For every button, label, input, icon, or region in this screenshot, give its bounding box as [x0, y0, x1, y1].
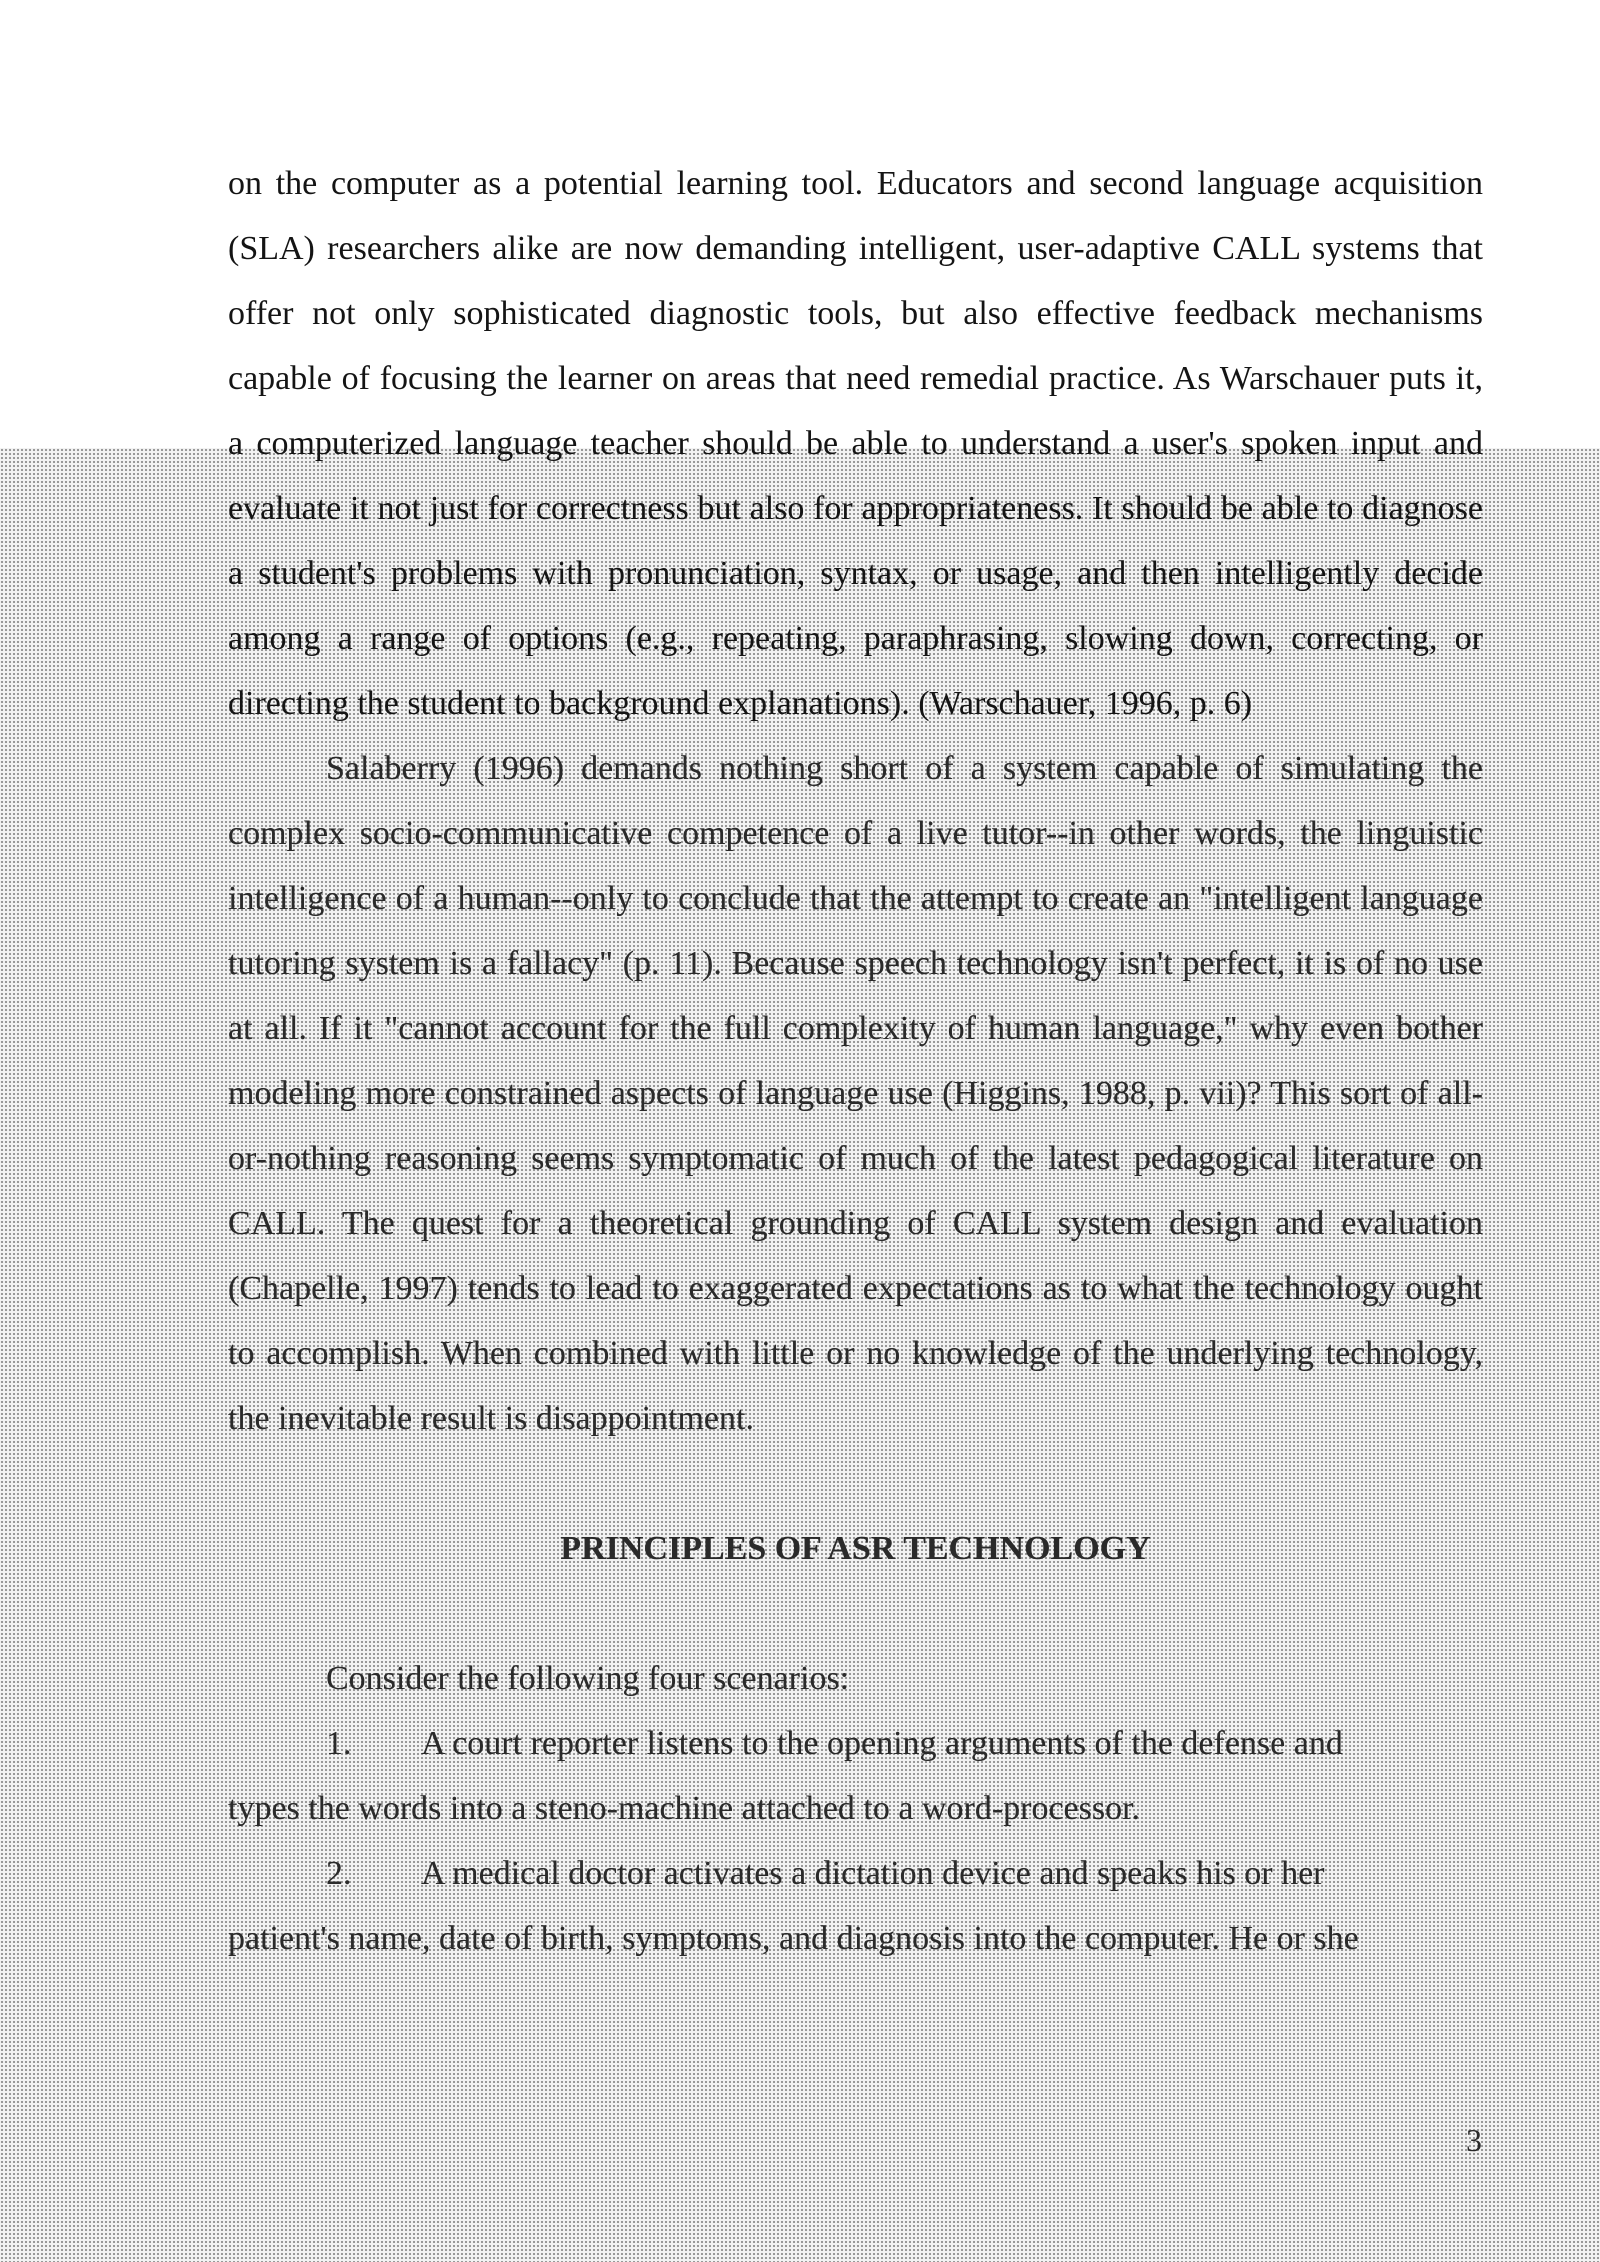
list-item-continuation: types the words into a steno-machine attached to a word-processor. [228, 1790, 1141, 1827]
body-paragraph-1: on the computer as a potential learning tool. Educators and second language acquisition (SLA) researchers alike are now demanding intelligent, user-adaptive CALL systems that offer not only sophisticated diagnostic tools, but also effective feedback mechanisms capable of focusing the learner on areas that need remedial practice. As Warschauer puts it, a computerized language teacher should be able to understand a user's spoken input and evaluate it not just for correctness but also for appropriateness. It should be able to diagnose a student's problems with pronunciation, syntax, or usage, and then intelligently decide among a range of options (e.g., repeating, paraphrasing, slowing down, correcting, or directing the student to background explanations). (Warschauer, 1996, p. 6) [228, 165, 1483, 722]
body-paragraph-2: Salaberry (1996) demands nothing short of a system capable of simulating the complex socio-communicative competence of a live tutor--in other words, the linguistic intelligence of a human--only to conclude that the attempt to create an "intelligent language tutoring system is a fallacy" (p. 11). Because speech technology isn't perfect, it is of no use at all. If it "cannot account for the full complexity of human language," why even bother modeling more constrained aspects of language use (Higgins, 1988, p. vii)? This sort of all-or-nothing reasoning seems symptomatic of much of the latest pedagogical literature on CALL. The quest for a theoretical grounding of CALL system design and evaluation (Chapelle, 1997) tends to lead to exaggerated expectations as to what the technology ought to accomplish. When combined with little or no knowledge of the underlying technology, the inevitable result is disappointment. [228, 750, 1483, 1437]
list-item [228, 1711, 1483, 1841]
list-item-continuation: patient's name, date of birth, symptoms, and diagnosis into the computer. He or she [228, 1920, 1359, 1957]
document-body [228, 151, 1483, 1971]
list-item-number: 2. [326, 1855, 352, 1892]
section-heading: PRINCIPLES OF ASR TECHNOLOGY [560, 1530, 1151, 1567]
list-item-text: A court reporter listens to the opening arguments of the defense and [421, 1725, 1343, 1762]
list-item-text: A medical doctor activates a dictation device and speaks his or her [421, 1855, 1325, 1892]
list-item-first-line [228, 1711, 1483, 1776]
page-number: 3 [1466, 2122, 1482, 2158]
list-item [228, 1841, 1483, 1971]
list-item-first-line [228, 1841, 1483, 1906]
scenarios-intro: Consider the following four scenarios: [326, 1660, 850, 1697]
list-item-number: 1. [326, 1725, 352, 1762]
